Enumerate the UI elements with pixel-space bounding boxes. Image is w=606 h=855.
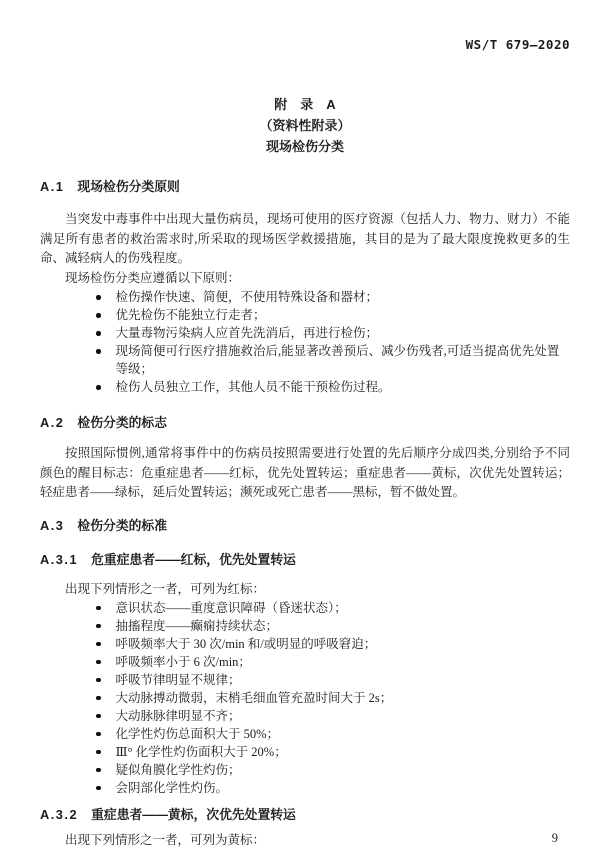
standard-number: WS/T 679—2020 xyxy=(465,37,570,52)
bullet-text: 大量毒物污染病人应首先洗消后，再进行检伤； xyxy=(115,326,379,340)
bullet-icon xyxy=(96,624,101,629)
a1-paragraph-2: 现场检伤分类应遵循以下原则： xyxy=(65,270,241,285)
bullet-icon xyxy=(96,732,101,737)
bullet-text: 意识状态——重度意识障碍（昏迷状态）； xyxy=(115,600,347,615)
appendix-title: 现场检伤分类 xyxy=(265,139,344,154)
appendix-note: （资料性附录） xyxy=(259,118,351,133)
a31-bullet-item xyxy=(40,779,570,797)
section-a3-number: A.3 xyxy=(40,517,65,533)
bullet-icon xyxy=(96,642,101,647)
bullet-icon xyxy=(96,660,101,665)
a1-bullet-item xyxy=(40,342,570,378)
bullet-text: 化学性灼伤总面积大于 50%； xyxy=(115,726,280,741)
section-a2-title: 检伤分类的标志 xyxy=(77,415,167,430)
a2-paragraph: 按照国际惯例,通常将事件中的伤病员按照需要进行处置的先后顺序分成四类,分别给予不同颜色的醒目标志：危重症患者——红标，优先处置转运；重症患者——黄标，次优先处置转运；轻症患者——绿标，延后处置转运；濒死或死亡患者——黑标，暂不做处置。 xyxy=(40,446,570,499)
a31-bullet-item xyxy=(40,653,570,671)
section-a32-heading xyxy=(40,806,570,824)
a31-bullet-item xyxy=(40,743,570,761)
bullet-icon xyxy=(96,349,101,354)
a31-bullet-item xyxy=(40,725,570,743)
a31-bullet-item xyxy=(40,761,570,779)
bullet-icon xyxy=(96,606,101,611)
bullet-icon xyxy=(96,786,101,791)
appendix-label: 附 录 A xyxy=(274,97,336,112)
bullet-text: 检伤操作快速、简便，不使用特殊设备和器材； xyxy=(115,290,379,304)
section-a31-number: A.3.1 xyxy=(40,551,79,567)
bullet-icon xyxy=(96,295,101,300)
bullet-icon xyxy=(96,331,101,336)
bullet-icon xyxy=(96,385,101,390)
bullet-icon xyxy=(96,313,101,318)
bullet-text: 疑似角膜化学性灼伤； xyxy=(115,762,241,777)
section-a2-heading xyxy=(40,414,570,432)
bullet-text: 呼吸频率大于 30 次/min 和/或明显的呼吸窘迫； xyxy=(115,636,377,651)
section-a1-number: A.1 xyxy=(40,179,65,194)
bullet-text: 现场简便可行医疗措施救治后,能显著改善预后、减少伤残者,可适当提高优先处置等级； xyxy=(115,344,560,376)
section-a1-heading xyxy=(40,178,570,196)
a1-bullet-item xyxy=(40,306,570,324)
a31-bullet-item xyxy=(40,707,570,725)
a31-bullet-item xyxy=(40,671,570,689)
a31-bullet-item xyxy=(40,635,570,653)
bullet-text: 大动脉脉律明显不齐； xyxy=(115,708,241,723)
section-a32-number: A.3.2 xyxy=(40,806,79,822)
section-a31-heading xyxy=(40,551,570,569)
bullet-icon xyxy=(96,678,101,683)
bullet-icon xyxy=(96,768,101,773)
section-a3-heading xyxy=(40,517,570,535)
bullet-text: 呼吸节律明显不规律； xyxy=(115,672,241,687)
a31-intro: 出现下列情形之一者，可列为红标： xyxy=(65,581,266,596)
a31-bullet-item xyxy=(40,599,570,617)
page-content xyxy=(40,96,570,850)
a1-bullet-item xyxy=(40,378,570,396)
section-a32-title: 重症患者——黄标，次优先处置转运 xyxy=(91,806,296,822)
bullet-icon xyxy=(96,714,101,719)
a32-intro: 出现下列情形之一者，可列为黄标： xyxy=(65,832,266,847)
bullet-text: 呼吸频率小于 6 次/min； xyxy=(115,654,251,669)
a1-paragraph-1: 当突发中毒事件中出现大量伤病员，现场可使用的医疗资源（包括人力、物力、财力）不能满足所有患者的救治需求时,所采取的现场医学救援措施，其目的是为了最大限度挽救更多的生命、减轻病人的伤残程度。 xyxy=(40,212,570,265)
bullet-text: 抽搐程度——癫痫持续状态； xyxy=(115,618,279,633)
bullet-text: 检伤人员独立工作，其他人员不能干预检伤过程。 xyxy=(115,380,391,394)
page-number: 9 xyxy=(551,831,558,845)
a1-bullet-item xyxy=(40,288,570,306)
section-a31-title: 危重症患者——红标，优先处置转运 xyxy=(91,551,296,567)
section-a1-title: 现场检伤分类原则 xyxy=(77,179,180,194)
a31-bullet-item xyxy=(40,617,570,635)
bullet-text: 优先检伤不能独立行走者； xyxy=(115,308,266,322)
bullet-text: 大动脉搏动微弱，末梢毛细血管充盈时间大于 2s； xyxy=(115,690,393,705)
a31-bullet-item xyxy=(40,689,570,707)
bullet-icon xyxy=(96,750,101,755)
bullet-text: Ⅲ° 化学性灼伤面积大于 20%； xyxy=(115,744,287,759)
section-a2-number: A.2 xyxy=(40,415,65,430)
bullet-text: 会阴部化学性灼伤。 xyxy=(115,780,229,795)
bullet-icon xyxy=(96,696,101,701)
a1-bullet-item xyxy=(40,324,570,342)
section-a3-title: 检伤分类的标准 xyxy=(77,517,167,533)
